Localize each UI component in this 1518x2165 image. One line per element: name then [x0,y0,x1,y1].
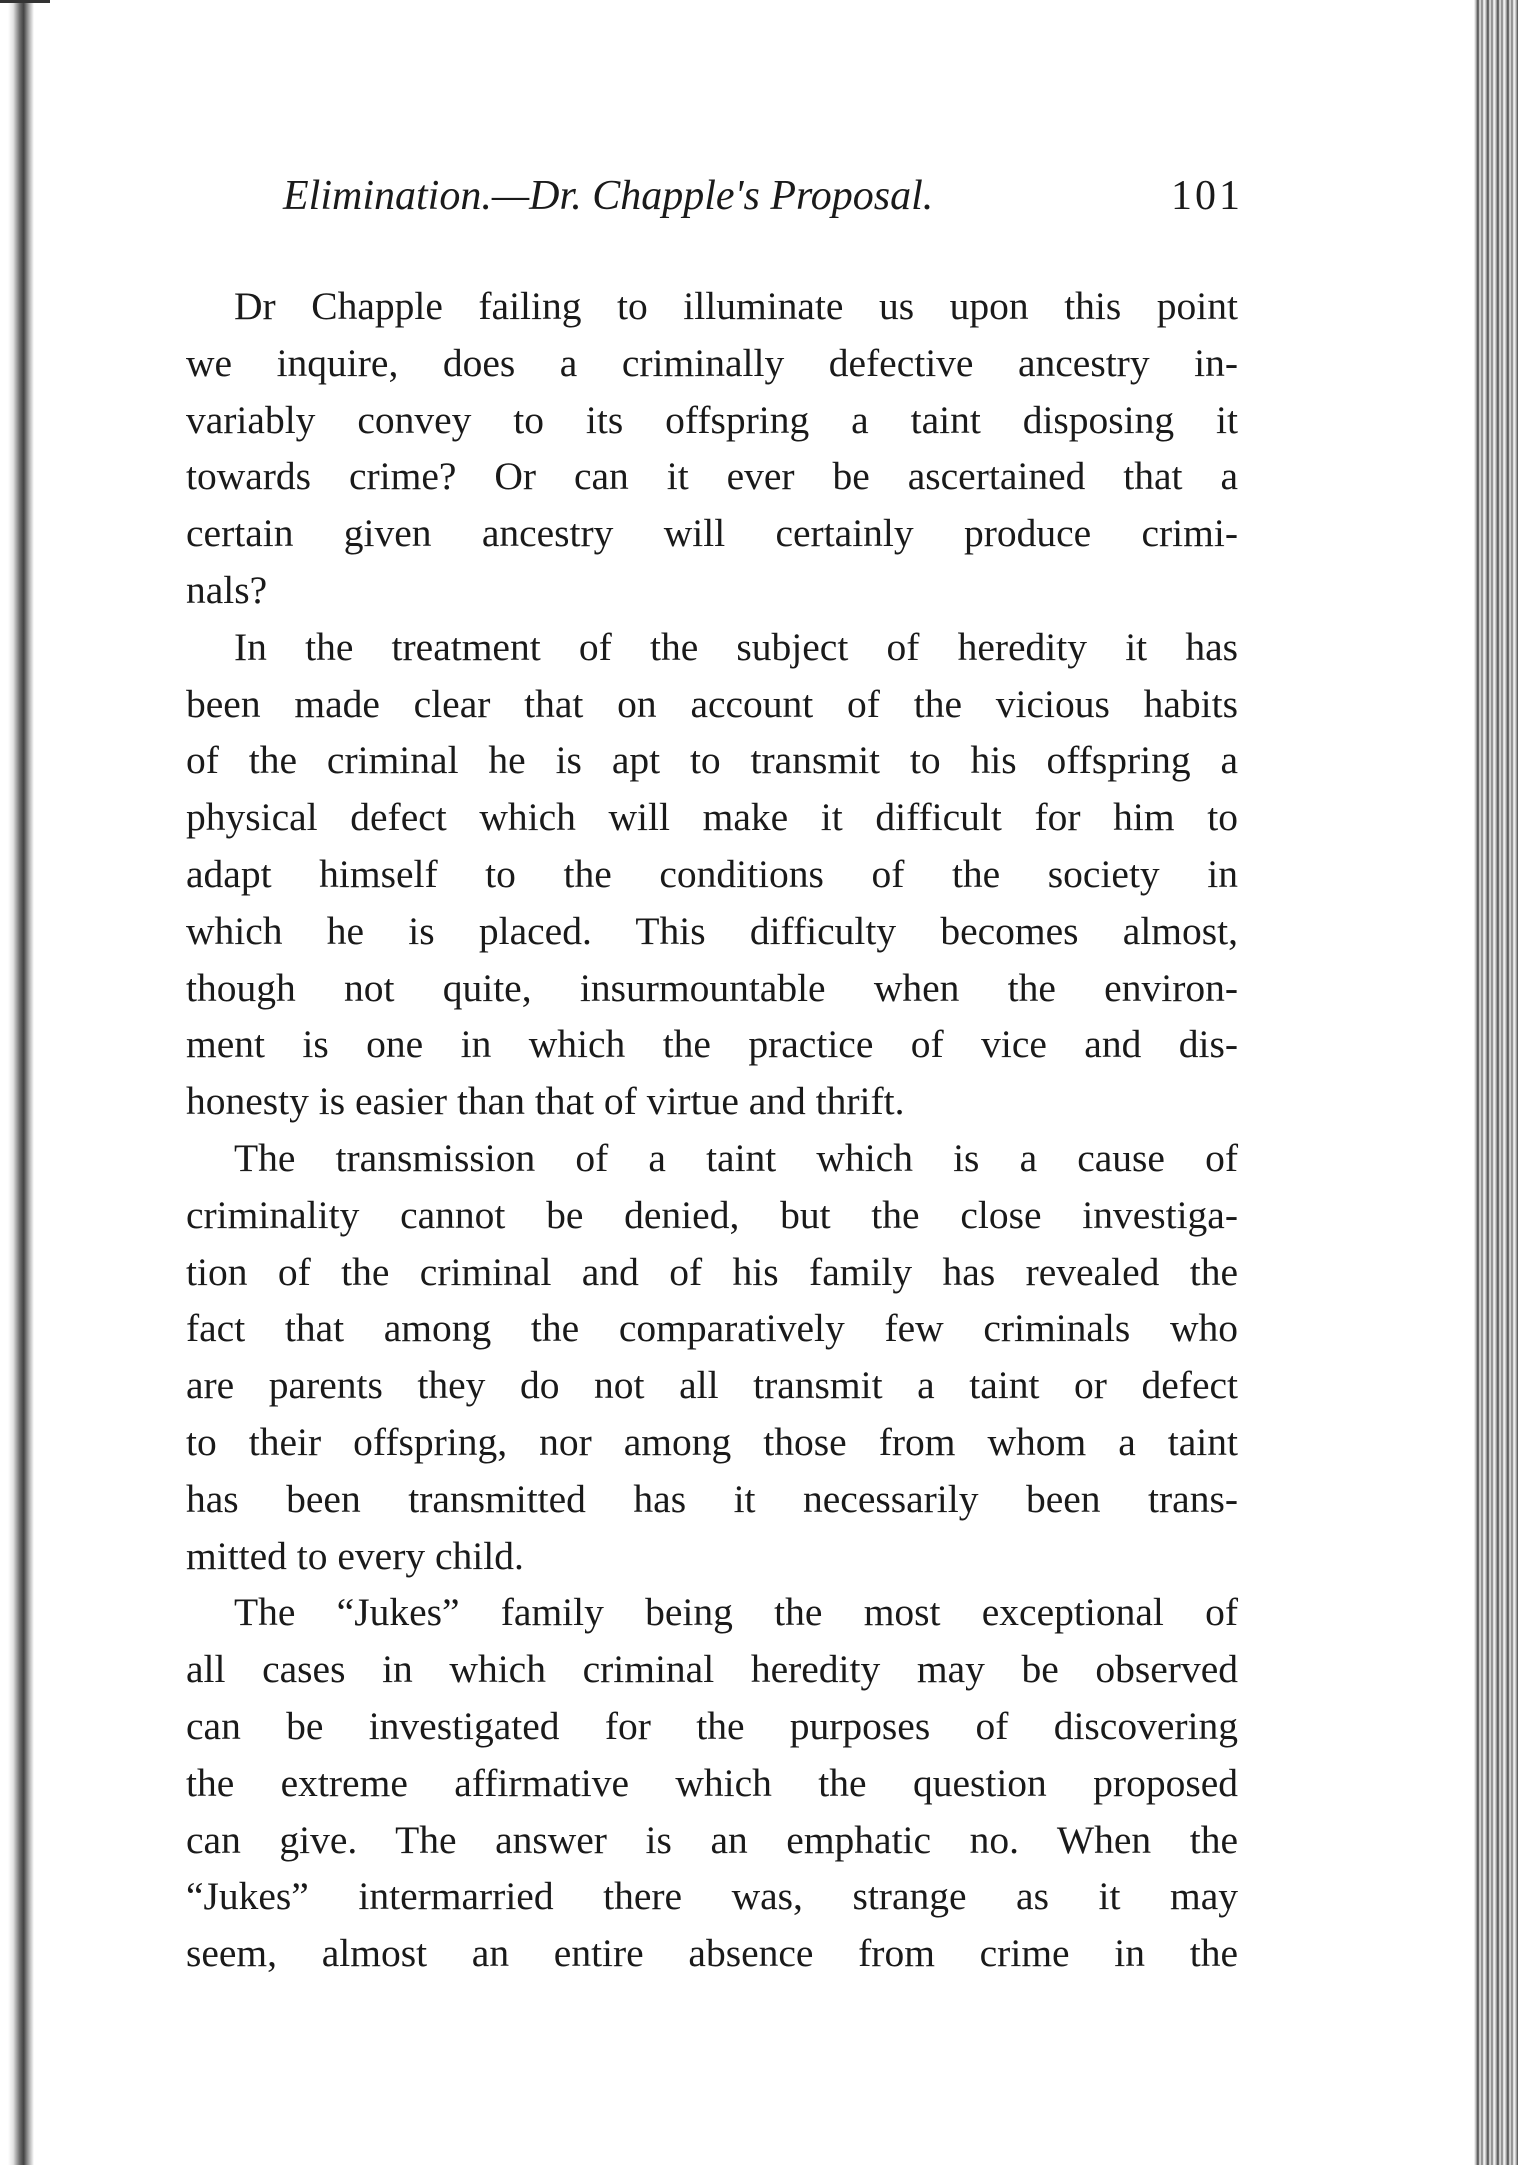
running-title: Elimination.—Dr. Chapple's Proposal. [283,173,934,219]
text-line: are parents they do not all transmit a taint or defect [186,1363,1238,1408]
text-line: certain given ancestry will certainly produce crimi- [186,511,1238,556]
paragraph [186,1130,1238,1584]
page-stack-edge [1474,0,1518,2165]
paragraph [186,1584,1238,1982]
text-line: the extreme affirmative which the question proposed [186,1760,1238,1805]
paragraph [186,619,1238,1130]
text-line: In the treatment of the subject of heredity it has [234,624,1238,669]
text-line: can be investigated for the purposes of discovering [186,1703,1238,1748]
text-line: Dr Chapple failing to illuminate us upon this point [234,284,1238,328]
body-text [186,278,1238,1982]
text-line: all cases in which criminal heredity may be observed [186,1647,1238,1692]
text-line: ment is one in which the practice of vice and dis- [186,1022,1238,1067]
text-line: “Jukes” intermarried there was, strange as it may [186,1874,1238,1919]
page-number: 101 [1171,173,1243,219]
text-line: to their offspring, nor among those from whom a taint [186,1419,1238,1464]
text-line: has been transmitted has it necessarily been trans- [186,1476,1238,1521]
text-line: variably convey to its offspring a taint disposing it [186,397,1238,442]
text-line: though not quite, insurmountable when the environ- [186,965,1238,1010]
text-line: of the criminal he is apt to transmit to his offspring a [186,738,1238,783]
text-line: can give. The answer is an emphatic no. When the [186,1817,1238,1862]
text-line: which he is placed. This difficulty becomes almost, [186,908,1238,953]
text-line: The transmission of a taint which is a cause of [234,1135,1238,1180]
text-line: we inquire, does a criminally defective ancestry in- [186,340,1238,385]
text-line: physical defect which will make it difficult for him to [186,795,1238,840]
text-line: The “Jukes” family being the most exceptional of [234,1590,1238,1635]
text-line: fact that among the comparatively few criminals who [186,1306,1238,1351]
text-line: seem, almost an entire absence from crime in the [186,1931,1238,1976]
running-header [283,172,1243,222]
text-line: towards crime? Or can it ever be ascertained that a [186,454,1238,499]
text-line: nals? [186,567,268,612]
text-line: honesty is easier than that of virtue and thrift. [186,1079,905,1124]
text-line: adapt himself to the conditions of the society in [186,851,1238,896]
text-line: criminality cannot be denied, but the close investiga- [186,1192,1238,1237]
paragraph [186,278,1238,619]
text-line: mitted to every child. [186,1533,524,1578]
page-binding-edge [8,0,34,2165]
text-line: tion of the criminal and of his family has revealed the [186,1249,1238,1294]
page-corner-mark [0,0,50,33]
text-line: been made clear that on account of the vicious habits [186,681,1238,726]
